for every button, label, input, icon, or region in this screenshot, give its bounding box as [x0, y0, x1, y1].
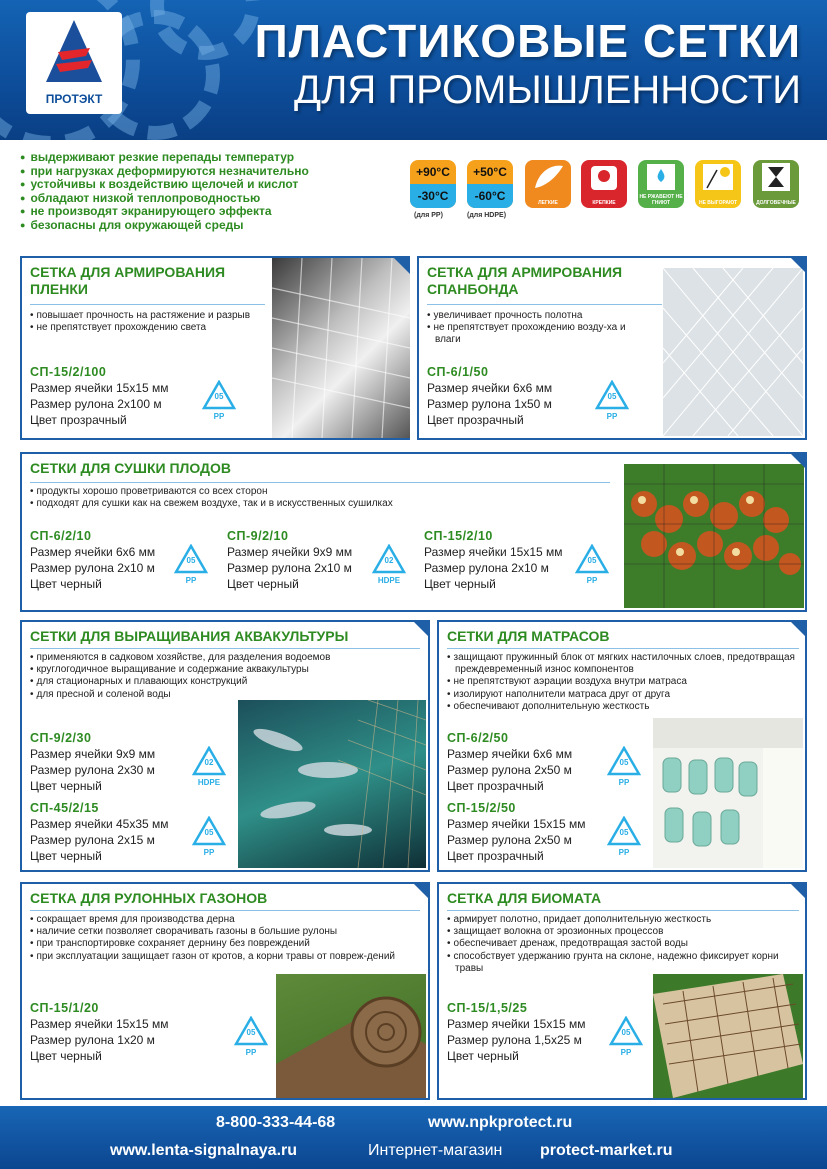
recycle-number: 02: [204, 758, 214, 767]
product-color: Цвет черный: [424, 577, 496, 591]
recycle-material: PP: [606, 412, 618, 421]
header-banner: [0, 0, 827, 140]
cell-size: Размер ячейки 15x15 мм: [424, 545, 563, 559]
bullet-item: • повышает прочность на растяжение и разрыв: [30, 310, 265, 322]
product-code: СП-15/2/50: [447, 801, 516, 815]
section-title: СЕТКА ДЛЯ АРМИРОВАНИЯ ПЛЕНКИ: [30, 264, 226, 297]
section-title: СЕТКА ДЛЯ БИОМАТА: [447, 890, 602, 906]
fish-cage-photo: [238, 700, 426, 868]
film-net-photo: [272, 258, 410, 438]
logo-triangle-icon: [44, 18, 104, 84]
cell-size: Размер ячейки 6x6 мм: [427, 381, 553, 395]
product-spec: [30, 730, 155, 794]
shop-label: Интернет-магазин: [368, 1142, 503, 1159]
recycle-number: 05: [607, 392, 617, 401]
divider: [447, 648, 799, 649]
product-color: Цвет прозрачный: [427, 413, 524, 427]
spunbond-photo: [663, 268, 803, 436]
product-color: Цвет черный: [30, 1049, 102, 1063]
cell-size: Размер ячейки 15x15 мм: [447, 1017, 586, 1031]
bullet-item: • увеличивает прочность полотна: [427, 310, 652, 322]
roll-size: Размер рулона 2x10 м: [227, 561, 352, 575]
temp-max: +90°C: [416, 165, 450, 179]
badge-no-fade: [695, 160, 741, 208]
sun-icon: [695, 160, 741, 194]
roll-size: Размер рулона 2x100 м: [30, 397, 162, 411]
product-spec: [427, 364, 552, 428]
recycle-number: 05: [246, 1028, 256, 1037]
product-spec: [227, 528, 352, 592]
product-color: Цвет черный: [30, 849, 102, 863]
bullet-item: • продукты хорошо проветриваются со всех сторон: [30, 486, 610, 498]
bullet-item: • защищают пружинный блок от мягких настилочных слоев, предотвращая преждевременный износ компонентов: [447, 652, 802, 676]
shop-link[interactable]: protect-market.ru: [540, 1142, 673, 1159]
turf-roll-image: [276, 974, 426, 1098]
recycle-number: 05: [619, 758, 629, 767]
recycle-material: HDPE: [377, 576, 401, 585]
product-code: СП-15/2/10: [424, 529, 493, 543]
shield-drop-icon: [638, 160, 684, 194]
mattress-photo: [653, 718, 803, 868]
page-subtitle: ДЛЯ ПРОМЫШЛЕННОСТИ: [294, 68, 801, 112]
product-color: Цвет прозрачный: [447, 779, 544, 793]
cell-size: Размер ячейки 15x15 мм: [30, 381, 169, 395]
product-code: СП-6/1/50: [427, 365, 489, 379]
badge-label: НЕ РЖАВЕЮТ НЕ ГНИЮТ: [639, 194, 683, 206]
recycle-badge: [174, 544, 208, 588]
product-code: СП-9/2/30: [30, 731, 92, 745]
net-roll-image: [272, 258, 410, 438]
bullet-item: • не препятствует прохождению возду-ха и влаги: [427, 322, 652, 346]
bullet-item: • защищает волокна от эрозионных процессов: [447, 926, 802, 938]
product-color: Цвет черный: [30, 779, 102, 793]
cell-size: Размер ячейки 45x35 мм: [30, 817, 169, 831]
recycle-number: 05: [204, 828, 214, 837]
temp-badge-hdpe: [467, 160, 513, 208]
recycle-number: 05: [621, 1028, 631, 1037]
spunbond-texture-image: [663, 268, 803, 436]
feature-item: ● не производят экранирующего эффекта: [20, 205, 309, 219]
feather-icon: [525, 160, 571, 194]
recycle-material: PP: [245, 1048, 257, 1057]
hourglass-icon: [753, 160, 799, 194]
section-biomat: [437, 882, 807, 1100]
section-drying: [20, 452, 807, 612]
recycle-badge: [234, 1016, 268, 1060]
product-color: Цвет прозрачный: [30, 413, 127, 427]
badge-label: КРЕПКИЕ: [592, 200, 616, 206]
company-logo: [26, 12, 122, 114]
product-color: Цвет черный: [30, 577, 102, 591]
badge-label: ДОЛГОВЕЧНЫЕ: [756, 200, 796, 206]
temp-note: (для HDPE): [467, 212, 507, 219]
lawn-roll-photo: [276, 974, 426, 1098]
bullet-list: [30, 652, 420, 701]
recycle-badge: [192, 816, 226, 860]
badge-strong: [581, 160, 627, 208]
product-spec: [447, 800, 586, 864]
bullet-item: • при эксплуатации защищает газон от кротов, а корни травы от повреж-дений: [30, 951, 420, 963]
recycle-number: 02: [384, 556, 394, 565]
section-lawn: [20, 882, 430, 1100]
badge-no-rust: [638, 160, 684, 208]
divider: [447, 910, 799, 911]
cell-size: Размер ячейки 9x9 мм: [227, 545, 353, 559]
recycle-number: 05: [186, 556, 196, 565]
product-code: СП-6/2/50: [447, 731, 509, 745]
phone-number[interactable]: 8-800-333-44-68: [216, 1114, 336, 1131]
cell-size: Размер ячейки 15x15 мм: [30, 1017, 169, 1031]
bullet-list: [447, 914, 802, 975]
bullet-item: • не препятствуют аэрации воздуха внутри матраса: [447, 676, 802, 688]
page-title: ПЛАСТИКОВЫЕ СЕТКИ: [254, 15, 801, 67]
bullet-item: • способствует удержанию грунта на склоне, надежно фиксирует корни травы: [447, 951, 802, 975]
bullet-item: • для стационарных и плавающих конструкций: [30, 676, 420, 688]
feature-item: ● безопасны для окружающей среды: [20, 219, 309, 233]
product-color: Цвет черный: [227, 577, 299, 591]
product-code: СП-15/1,5/25: [447, 1001, 528, 1015]
divider: [30, 910, 420, 911]
temp-max: +50°C: [473, 165, 507, 179]
bullet-list: [427, 310, 652, 347]
fish-image: [238, 700, 426, 868]
bullet-list: [30, 310, 265, 334]
recycle-badge: [575, 544, 609, 588]
feature-item: ● устойчивы к воздействию щелочей и кислот: [20, 178, 309, 192]
hazelnuts-image: [624, 464, 804, 608]
website-link[interactable]: www.npkprotect.ru: [428, 1114, 573, 1131]
recycle-material: PP: [203, 848, 215, 857]
website-link[interactable]: www.lenta-signalnaya.ru: [110, 1142, 298, 1159]
temp-min: -30°C: [410, 184, 456, 208]
recycle-material: PP: [618, 778, 630, 787]
bullet-item: • для пресной и соленой воды: [30, 689, 420, 701]
temp-min: -60°C: [467, 184, 513, 208]
roll-size: Размер рулона 2x10 м: [424, 561, 549, 575]
divider: [427, 304, 662, 305]
divider: [30, 304, 265, 305]
recycle-material: PP: [185, 576, 197, 585]
badge-label: НЕ ВЫГОРАЮТ: [698, 200, 738, 206]
footer: [0, 1106, 827, 1169]
feature-item: ● при нагрузках деформируются незначительно: [20, 165, 309, 179]
product-spec: [30, 1000, 169, 1064]
section-title: СЕТКИ ДЛЯ СУШКИ ПЛОДОВ: [30, 460, 232, 476]
product-spec: [447, 1000, 586, 1064]
features-list: [20, 151, 309, 232]
recycle-badge: [595, 380, 629, 424]
product-spec: [30, 364, 169, 428]
bullet-item: • при транспортировке сохраняет дернину без повреждений: [30, 938, 420, 950]
mattress-image: [653, 718, 803, 868]
product-spec: [30, 800, 169, 864]
strong-arm-icon: [581, 160, 627, 194]
product-spec: [447, 730, 572, 794]
section-film: [20, 256, 410, 440]
recycle-material: PP: [618, 848, 630, 857]
badge-label: ЛЕГКИЕ: [538, 200, 558, 206]
recycle-badge: [192, 746, 226, 790]
cell-size: Размер ячейки 6x6 мм: [447, 747, 573, 761]
roll-size: Размер рулона 2x30 м: [30, 763, 155, 777]
recycle-badge: [607, 816, 641, 860]
product-code: СП-45/2/15: [30, 801, 99, 815]
section-title: СЕТКИ ДЛЯ МАТРАСОВ: [447, 628, 610, 644]
recycle-number: 05: [214, 392, 224, 401]
bullet-item: • изолируют наполнители матраса друг от друга: [447, 689, 802, 701]
roll-size: Размер рулона 1x20 м: [30, 1033, 155, 1047]
recycle-material: PP: [586, 576, 598, 585]
product-code: СП-15/2/100: [30, 365, 107, 379]
feature-item: ● выдерживают резкие перепады температур: [20, 151, 309, 165]
divider: [30, 648, 420, 649]
bullet-list: [30, 486, 610, 510]
temp-note: (для PP): [414, 212, 443, 219]
product-spec: [30, 528, 155, 592]
roll-size: Размер рулона 1x50 м: [427, 397, 552, 411]
badge-light: [525, 160, 571, 208]
product-spec: [424, 528, 563, 592]
bullet-item: • применяются в садковом хозяйстве, для разделения водоемов: [30, 652, 420, 664]
roll-size: Размер рулона 2x10 м: [30, 561, 155, 575]
logo-text: ПРОТЭКТ: [45, 92, 103, 106]
recycle-badge: [607, 746, 641, 790]
roll-size: Размер рулона 2x50 м: [447, 833, 572, 847]
biomat-photo: [653, 974, 803, 1098]
recycle-material: HDPE: [197, 778, 221, 787]
cell-size: Размер ячейки 6x6 мм: [30, 545, 156, 559]
temp-badge-pp: [410, 160, 456, 208]
product-code: СП-15/1/20: [30, 1001, 99, 1015]
recycle-number: 05: [619, 828, 629, 837]
section-title: СЕТКА ДЛЯ АРМИРОВАНИЯ СПАНБОНДА: [427, 264, 623, 297]
section-spunbond: [417, 256, 807, 440]
section-mattress: [437, 620, 807, 872]
recycle-material: PP: [213, 412, 225, 421]
bullet-item: • армирует полотно, придает дополнительную жесткость: [447, 914, 802, 926]
recycle-material: PP: [620, 1048, 632, 1057]
recycle-badge: [372, 544, 406, 588]
product-code: СП-9/2/10: [227, 529, 289, 543]
roll-size: Размер рулона 2x15 м: [30, 833, 155, 847]
bullet-item: • подходят для сушки как на свежем воздухе, так и в искусственных сушилках: [30, 498, 610, 510]
recycle-number: 05: [587, 556, 597, 565]
section-title: СЕТКИ ДЛЯ ВЫРАЩИВАНИЯ АКВАКУЛЬТУРЫ: [30, 628, 349, 644]
feature-item: ● обладают низкой теплопроводностью: [20, 192, 309, 206]
biomat-image: [653, 974, 803, 1098]
roll-size: Размер рулона 2x50 м: [447, 763, 572, 777]
section-aquaculture: [20, 620, 430, 872]
bullet-item: • не препятствует прохождению света: [30, 322, 265, 334]
product-color: Цвет черный: [447, 1049, 519, 1063]
bullet-item: • сокращает время для производства дерна: [30, 914, 420, 926]
bullet-item: • обеспечивает дренаж, предотвращая застой воды: [447, 938, 802, 950]
roll-size: Размер рулона 1,5x25 м: [447, 1033, 582, 1047]
bullet-item: • круглогодичное выращивание и содержание аквакультуры: [30, 664, 420, 676]
bullet-item: • обеспечивают дополнительную жесткость: [447, 701, 802, 713]
bullet-item: • наличие сетки позволяет сворачивать газоны в большие рулоны: [30, 926, 420, 938]
badge-durable: [753, 160, 799, 208]
bullet-list: [30, 914, 420, 963]
product-color: Цвет прозрачный: [447, 849, 544, 863]
bullet-list: [447, 652, 802, 713]
recycle-badge: [202, 380, 236, 424]
divider: [30, 482, 610, 483]
recycle-badge: [609, 1016, 643, 1060]
section-title: СЕТКА ДЛЯ РУЛОННЫХ ГАЗОНОВ: [30, 890, 268, 906]
cell-size: Размер ячейки 9x9 мм: [30, 747, 156, 761]
fruit-drying-photo: [624, 464, 804, 608]
product-code: СП-6/2/10: [30, 529, 92, 543]
cell-size: Размер ячейки 15x15 мм: [447, 817, 586, 831]
